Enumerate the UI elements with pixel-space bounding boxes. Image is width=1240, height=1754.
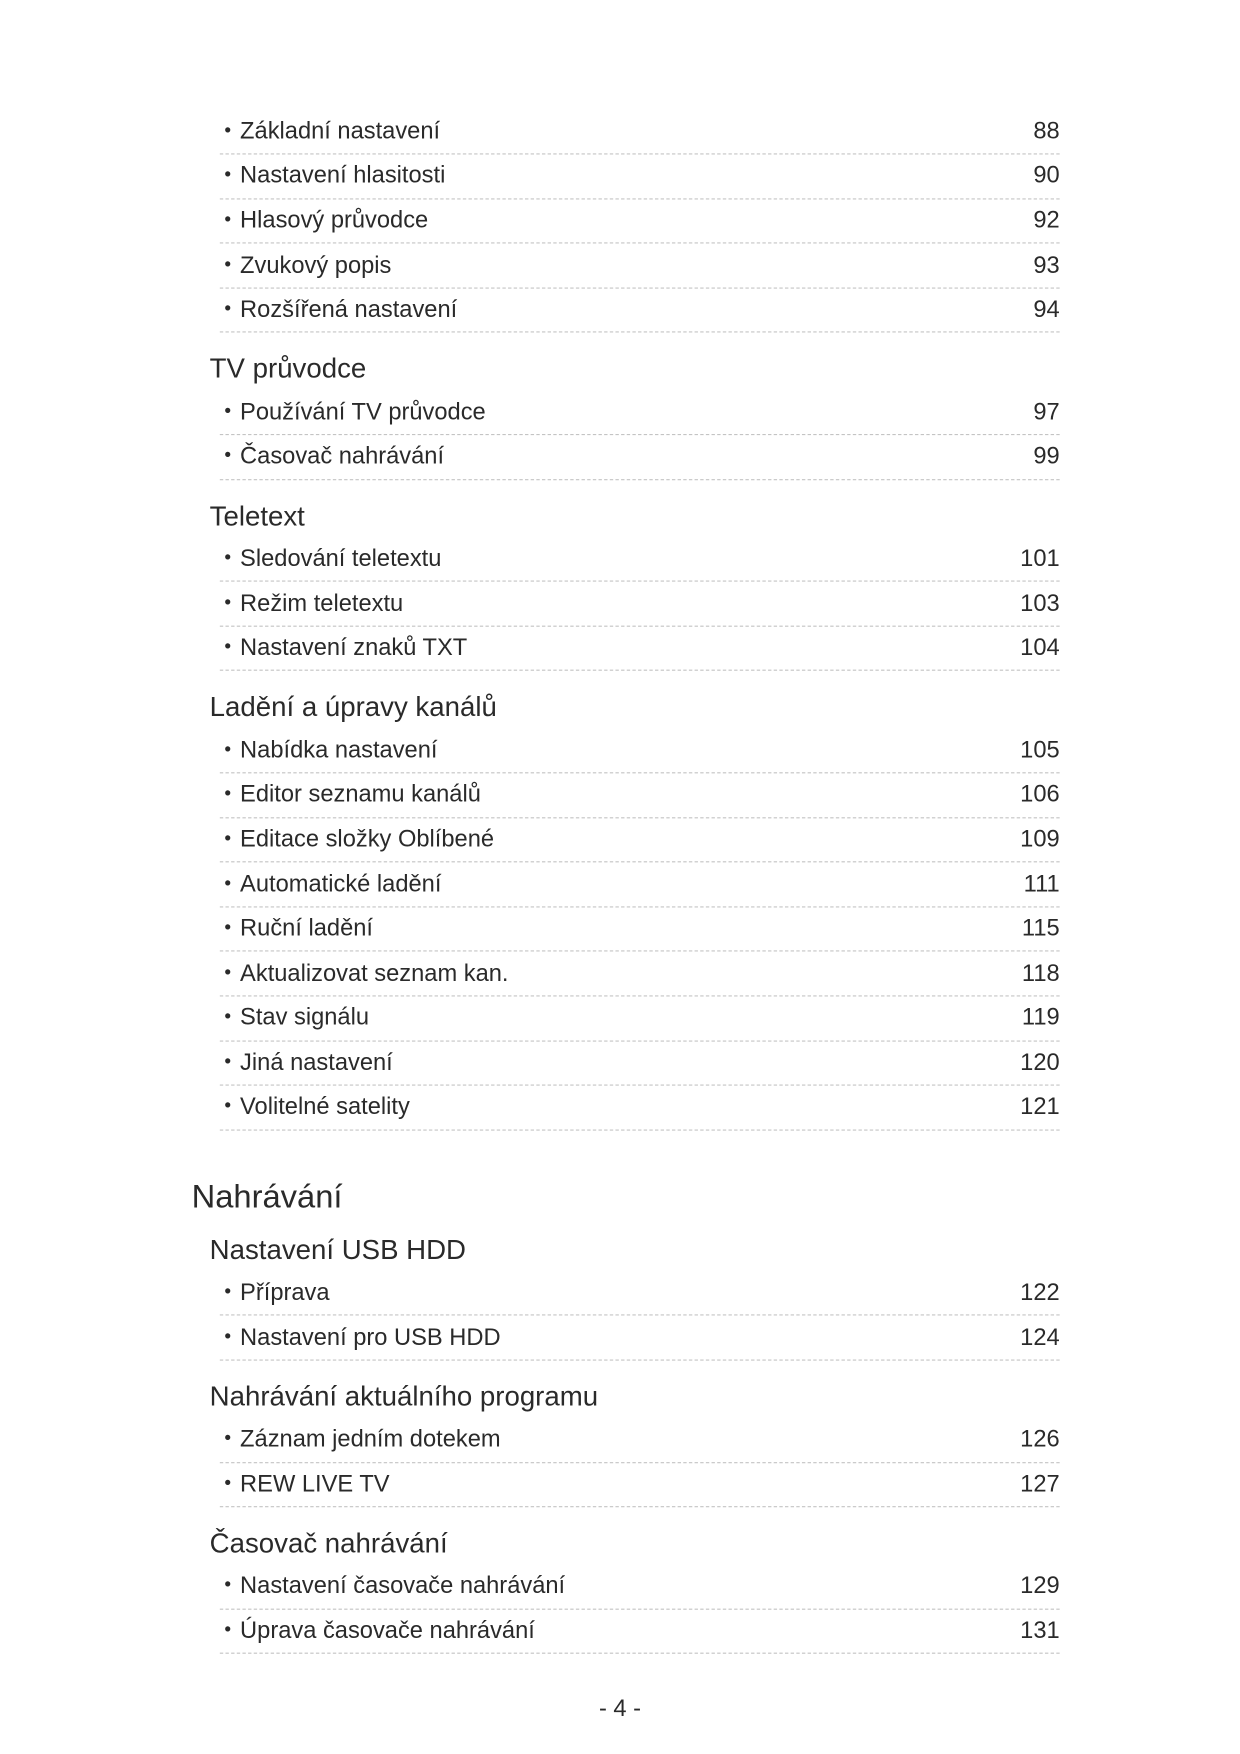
toc-section <box>192 688 1060 1130</box>
toc-entry[interactable] <box>220 818 1060 863</box>
toc-section <box>192 1524 1060 1654</box>
toc-entry[interactable] <box>220 1610 1060 1655</box>
toc-entry-title[interactable]: • Časovač nahrávání <box>220 443 444 470</box>
section-heading: Nahrávání aktuálního programu <box>209 1382 599 1413</box>
toc-entry-title[interactable]: • Aktualizovat seznam kan. <box>220 960 509 987</box>
toc-entry-title[interactable]: • Nastavení znaků TXT <box>220 635 467 662</box>
toc-entry-page[interactable]: 122 <box>1020 1279 1060 1306</box>
toc-section <box>192 497 1060 671</box>
toc-entry[interactable] <box>220 997 1060 1042</box>
toc-entry[interactable] <box>220 1565 1060 1610</box>
toc-entry-title[interactable]: • Nastavení hlasitosti <box>220 163 446 190</box>
section-heading: Teletext <box>209 501 305 532</box>
toc-entry-page[interactable]: 118 <box>1021 960 1060 987</box>
toc-section <box>192 350 1060 480</box>
section-heading: Časovač nahrávání <box>209 1528 448 1560</box>
toc-entry-title[interactable]: • Ruční ladění <box>220 915 373 942</box>
toc-entry[interactable] <box>220 435 1060 480</box>
toc-entry-page[interactable]: 115 <box>1021 915 1060 942</box>
toc-entry-page[interactable]: 103 <box>1020 590 1060 617</box>
toc-entry-page[interactable]: 88 <box>1033 118 1060 145</box>
section-heading: Nastavení USB HDD <box>209 1235 467 1266</box>
toc-section <box>192 1378 1060 1508</box>
toc-entry-title[interactable]: • Zvukový popis <box>220 252 392 279</box>
toc-entry[interactable] <box>220 288 1060 333</box>
toc-entry-title[interactable]: • Rozšířená nastavení <box>220 297 457 324</box>
toc-entry[interactable] <box>220 907 1060 952</box>
chapter-heading: Nahrávání <box>191 1179 343 1216</box>
toc-entry-title[interactable]: • Sledování teletextu <box>220 546 442 573</box>
toc-entry[interactable] <box>220 1316 1060 1361</box>
toc-entry[interactable] <box>220 155 1060 200</box>
toc-entry-page[interactable]: 97 <box>1033 398 1060 425</box>
toc-entry[interactable] <box>220 863 1060 908</box>
toc-entry[interactable] <box>220 391 1060 436</box>
toc-entry-title[interactable]: • Nastavení časovače nahrávání <box>220 1573 565 1600</box>
toc-entry-title[interactable]: • Nastavení pro USB HDD <box>220 1324 501 1351</box>
toc-entry[interactable] <box>220 582 1060 627</box>
toc-entry[interactable] <box>220 729 1060 774</box>
toc-entry[interactable] <box>220 110 1060 155</box>
section-heading: TV průvodce <box>209 354 367 385</box>
toc-entry-page[interactable]: 92 <box>1033 207 1060 234</box>
toc-entry-page[interactable]: 94 <box>1033 296 1060 323</box>
toc-entry[interactable] <box>220 627 1060 672</box>
page-number: - 4 - <box>598 1695 642 1722</box>
toc-entry-page[interactable]: 121 <box>1020 1094 1060 1120</box>
toc-entry[interactable] <box>220 244 1060 289</box>
toc-entry[interactable] <box>220 1418 1060 1463</box>
toc-entry[interactable] <box>220 1271 1060 1316</box>
toc-entry-page[interactable]: 109 <box>1020 826 1060 853</box>
toc-entry-title[interactable]: • Hlasový průvodce <box>220 207 428 234</box>
toc-entry-page[interactable]: 119 <box>1021 1004 1060 1031</box>
toc-entry-title[interactable]: • Automatické ladění <box>220 871 442 898</box>
toc-entry-page[interactable]: 101 <box>1020 545 1060 572</box>
toc-entry-page[interactable]: 127 <box>1020 1470 1060 1497</box>
toc-entry-title[interactable]: • Režim teletextu <box>220 590 403 617</box>
table-of-contents <box>192 110 1060 1654</box>
toc-entry-title[interactable]: • Úprava časovače nahrávání <box>220 1618 535 1645</box>
toc-entry-title[interactable]: • REW LIVE TV <box>220 1471 390 1498</box>
toc-entry-page[interactable]: 90 <box>1033 162 1060 189</box>
toc-entry[interactable] <box>220 537 1060 582</box>
toc-entry[interactable] <box>220 1086 1060 1131</box>
toc-entry-title[interactable]: • Používání TV průvodce <box>220 399 486 426</box>
toc-entry-page[interactable]: 120 <box>1020 1049 1060 1076</box>
toc-entry-page[interactable]: 105 <box>1020 736 1060 763</box>
toc-section <box>192 110 1060 333</box>
toc-entry-page[interactable]: 126 <box>1020 1426 1060 1453</box>
toc-entry-page[interactable]: 131 <box>1020 1617 1060 1644</box>
toc-entry-page[interactable]: 129 <box>1020 1573 1060 1600</box>
toc-entry-page[interactable]: 104 <box>1020 634 1060 661</box>
toc-entry-title[interactable]: • Stav signálu <box>220 1005 369 1032</box>
toc-entry[interactable] <box>220 952 1060 997</box>
toc-entry-page[interactable]: 111 <box>1023 870 1060 897</box>
toc-entry-page[interactable]: 106 <box>1020 781 1060 808</box>
toc-entry[interactable] <box>220 199 1060 244</box>
toc-entry-title[interactable]: • Jiná nastavení <box>220 1049 393 1076</box>
toc-entry[interactable] <box>220 1041 1060 1086</box>
toc-entry-title[interactable]: • Editace složky Oblíbené <box>220 826 494 853</box>
toc-entry-title[interactable]: • Záznam jedním dotekem <box>220 1426 501 1453</box>
toc-entry-page[interactable]: 124 <box>1020 1324 1060 1351</box>
toc-entry-title[interactable]: • Nabídka nastavení <box>220 737 438 764</box>
toc-entry-page[interactable]: 93 <box>1033 252 1060 278</box>
toc-entry[interactable] <box>220 773 1060 818</box>
toc-entry[interactable] <box>220 1463 1060 1508</box>
toc-entry-title[interactable]: • Základní nastavení <box>220 118 440 145</box>
toc-entry-title[interactable]: • Volitelné satelity <box>220 1094 410 1121</box>
toc-entry-title[interactable]: • Editor seznamu kanálů <box>220 782 481 809</box>
toc-entry-title[interactable]: • Příprava <box>220 1280 330 1307</box>
toc-section <box>192 1176 1060 1361</box>
section-heading: Ladění a úpravy kanálů <box>209 692 497 724</box>
toc-entry-page[interactable]: 99 <box>1033 443 1060 470</box>
